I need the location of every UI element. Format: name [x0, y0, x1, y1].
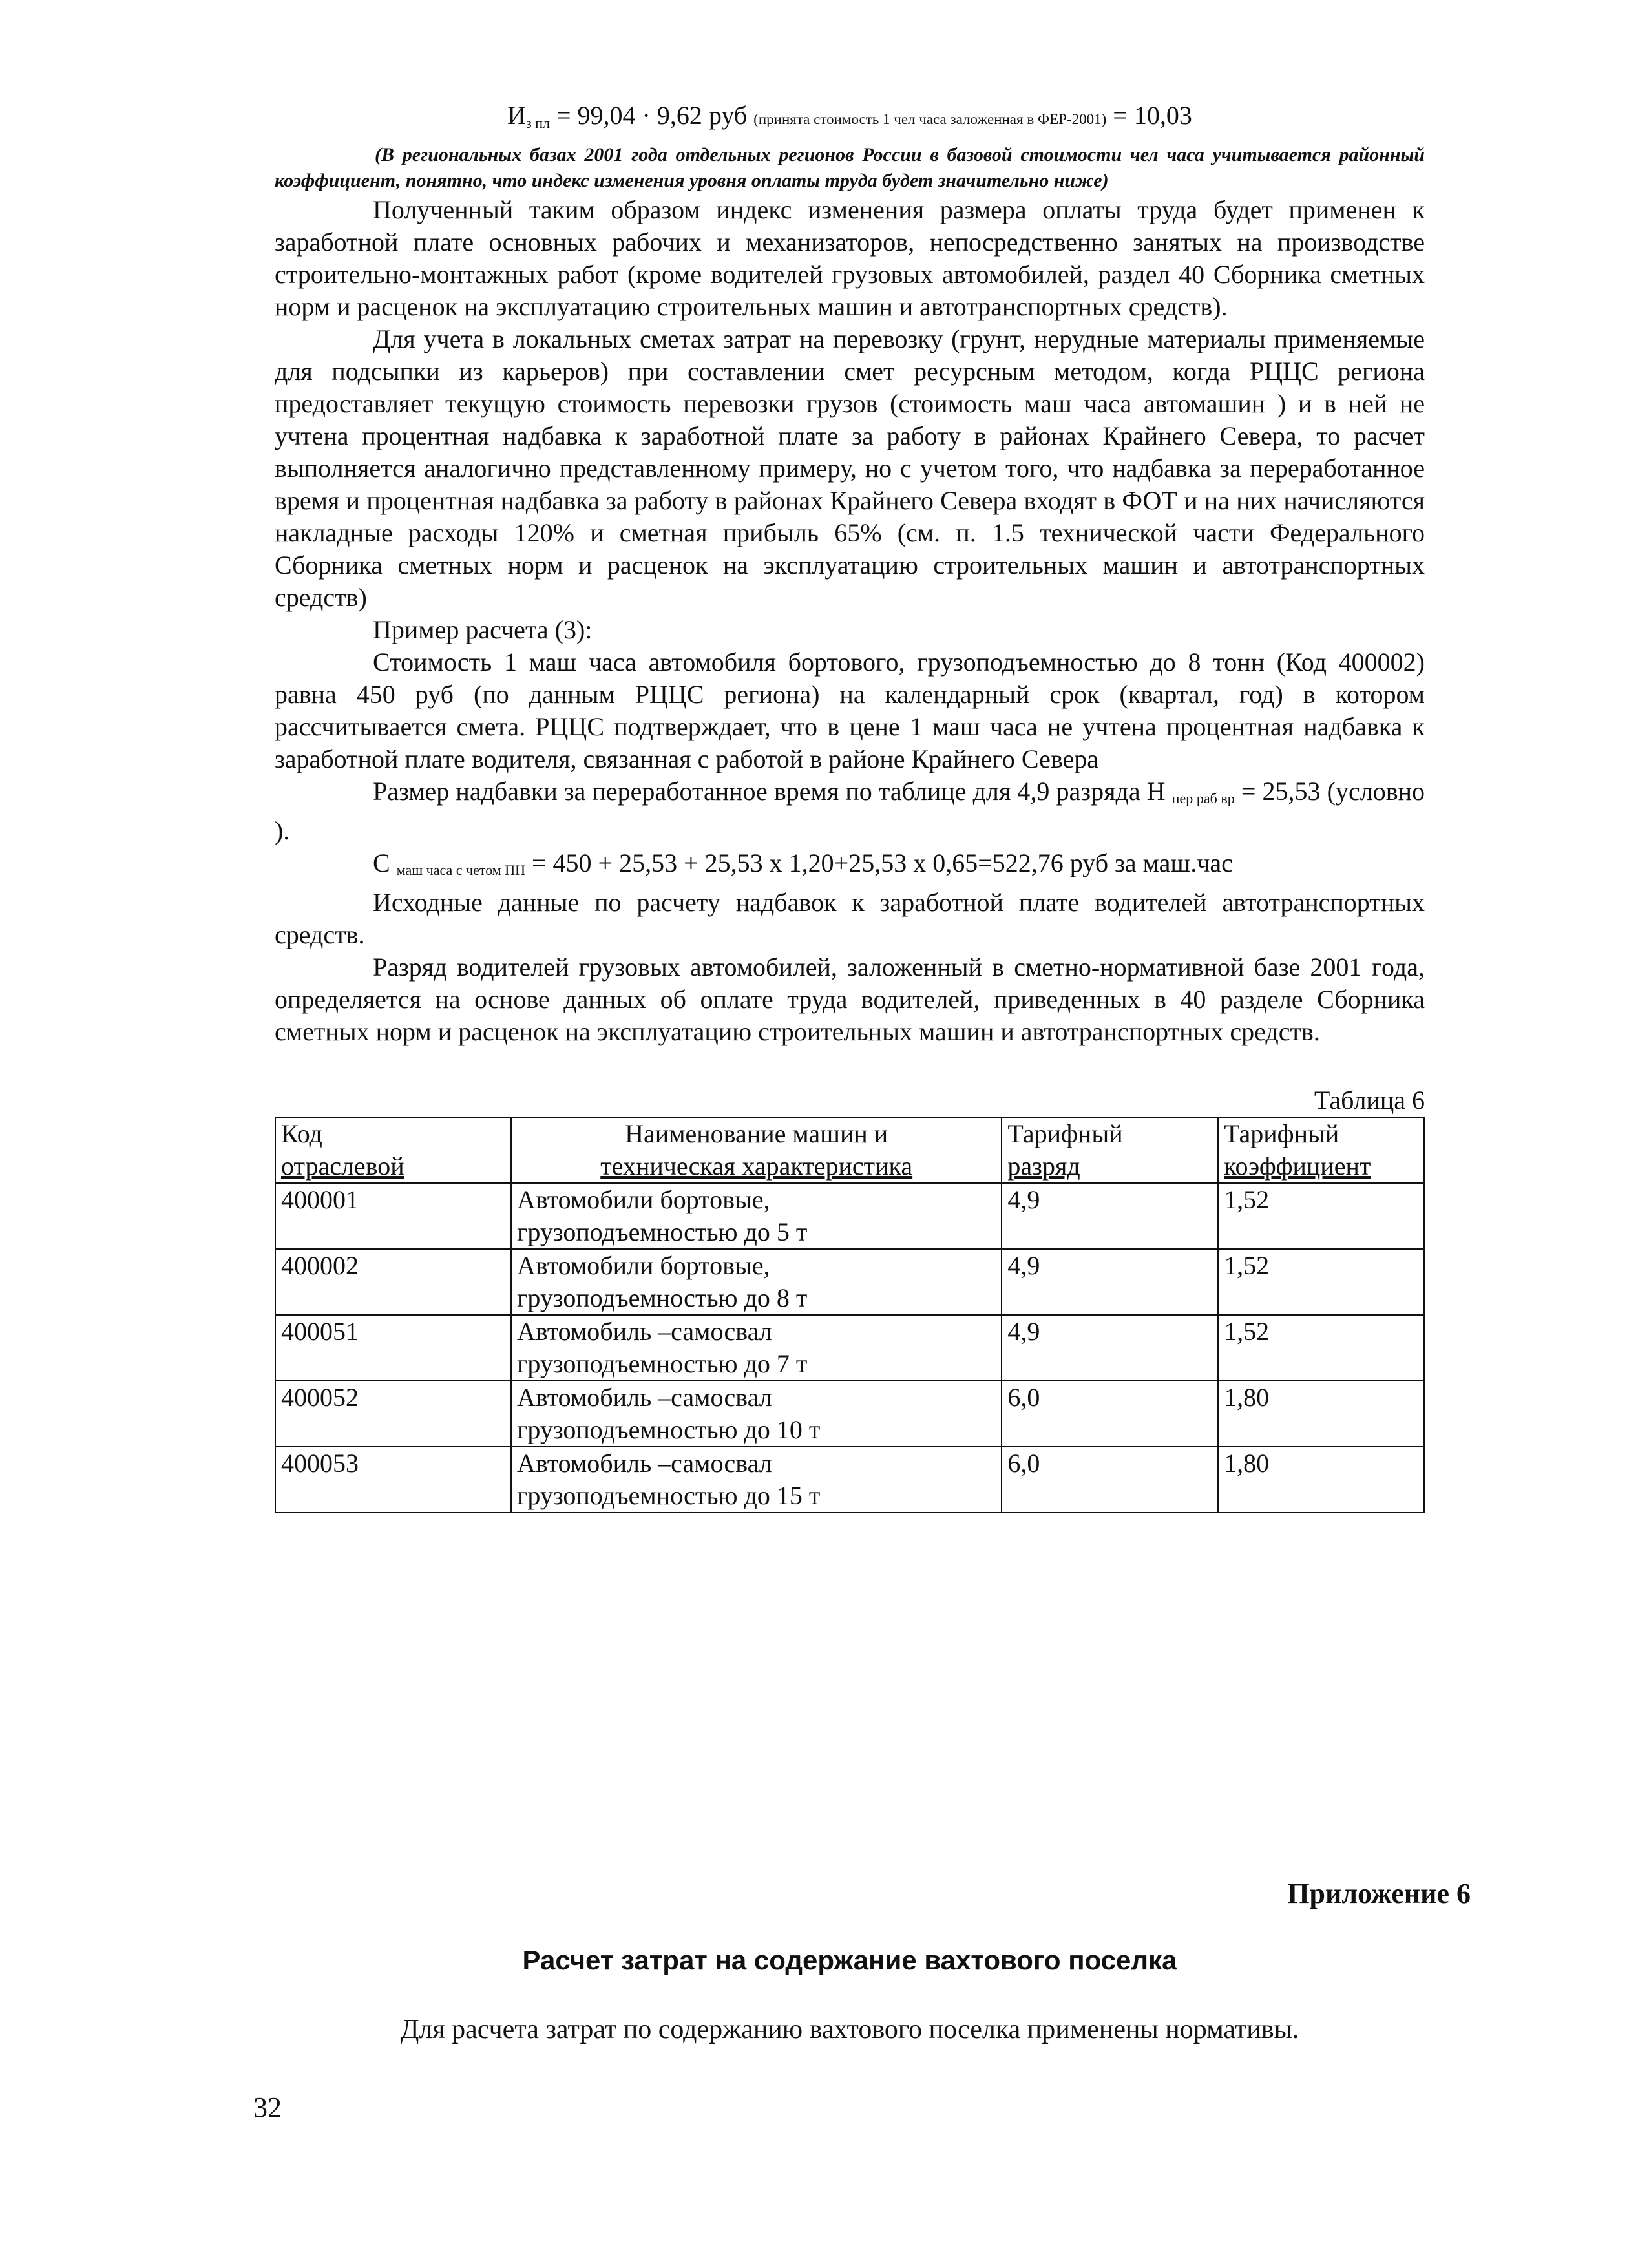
- cell-name: Автомобили бортовые, грузоподъемностью до 5 т: [511, 1183, 1002, 1249]
- page-number: 32: [253, 2092, 282, 2123]
- paragraph-4: Стоимость 1 маш часа автомобиля бортового, грузоподъемностью до 8 тонн (Код 400002) равна 450 руб (по данным РЦЦС региона) на календарный срок (квартал, год) в котором рассчитывается смета. РЦЦС подтверждает, что в цене 1 маш часа не учтена процентная надбавка к заработной плате водителя, связанная с работой в районе Крайнего Севера: [275, 647, 1425, 773]
- paragraph-7: Исходные данные по расчету надбавок к заработной плате водителей автотранспортных средств.: [275, 888, 1425, 949]
- regional-note: (В региональных базах 2001 года отдельных регионов России в базовой стоимости чел часа учитывается районный коэффициент, понятно, что индекс изменения уровня оплаты труда будет значительно ниже): [275, 144, 1425, 191]
- header-code: Код отраслевой: [275, 1117, 511, 1183]
- cell-name: Автомобиль –самосвал грузоподъемностью до 15 т: [511, 1447, 1002, 1513]
- cell-coefficient: 1,52: [1218, 1249, 1424, 1315]
- table-caption: Таблица 6: [1314, 1086, 1425, 1115]
- paragraph-5-subscript: пер раб вр: [1171, 790, 1235, 806]
- cell-code: 400001: [275, 1183, 511, 1249]
- table-row: [275, 1315, 1424, 1381]
- tariff-table: [275, 1117, 1425, 1513]
- table-row: [275, 1381, 1424, 1447]
- table-row: [275, 1183, 1424, 1249]
- table-row: [275, 1447, 1424, 1513]
- header-coefficient: Тарифный коэффициент: [1218, 1117, 1424, 1183]
- paragraph-3: Пример расчета (3):: [373, 615, 593, 644]
- header-name: Наименование машин и техническая характеристика: [511, 1117, 1002, 1183]
- cell-coefficient: 1,52: [1218, 1183, 1424, 1249]
- paragraph-8: Разряд водителей грузовых автомобилей, заложенный в сметно-нормативной базе 2001 года, определяется на основе данных об оплате труда водителей, приведенных в 40 разделе Сборника сметных норм и расценок на эксплуатацию строительных машин и автотранспортных средств.: [275, 952, 1425, 1046]
- paragraph-1: Полученный таким образом индекс изменения размера оплаты труда будет применен к заработной плате основных рабочих и механизаторов, непосредственно занятых на производстве строительно-монтажных работ (кроме водителей грузовых автомобилей, раздел 40 Сборника сметных норм и расценок на эксплуатацию строительных машин и автотранспортных средств).: [275, 195, 1425, 321]
- cell-name: Автомобиль –самосвал грузоподъемностью до 10 т: [511, 1381, 1002, 1447]
- formula-note: (принята стоимость 1 чел часа заложенная в ФЕР-2001): [753, 111, 1107, 127]
- cell-grade: 6,0: [1002, 1447, 1218, 1513]
- cell-grade: 6,0: [1002, 1381, 1218, 1447]
- cell-code: 400051: [275, 1315, 511, 1381]
- cell-name: Автомобиль –самосвал грузоподъемностью до 7 т: [511, 1315, 1002, 1381]
- cell-grade: 4,9: [1002, 1315, 1218, 1381]
- wage-index-formula: [275, 97, 1425, 142]
- cell-name: Автомобили бортовые, грузоподъемностью до 8 т: [511, 1249, 1002, 1315]
- cell-code: 400052: [275, 1381, 511, 1447]
- page-content: [275, 97, 1425, 1513]
- formula-result: = 10,03: [1113, 101, 1192, 130]
- cell-coefficient: 1,80: [1218, 1447, 1424, 1513]
- paragraph-6: С $_{маш часа с четом ПН}$ = 450 + 25,53 + 25,53 х 1,20+25,53 х 0,65=522,76 руб за маш.час: [373, 848, 1233, 878]
- cell-grade: 4,9: [1002, 1183, 1218, 1249]
- formula-lhs: И: [507, 101, 527, 130]
- paragraph-5: Размер надбавки за переработанное время по таблице для 4,9 разряда Н $_{пер раб вр}$ = 25,53 (условно ).: [275, 777, 1425, 845]
- cell-grade: 4,9: [1002, 1249, 1218, 1315]
- formula-expression: = 99,04 · 9,62 руб: [556, 101, 748, 130]
- formula-lhs-subscript: з пл: [526, 115, 550, 131]
- paragraph-2: Для учета в локальных сметах затрат на перевозку (грунт, нерудные материалы применяемые для подсыпки из карьеров) при составлении смет ресурсным методом, когда РЦЦС региона предоставляет текущую стоимость перевозки грузов (стоимость маш часа автомашин ) и в ней не учтена процентная надбавка к заработной плате за работу в районах Крайнего Севера, то расчет выполняется аналогично представленному примеру, но с учетом того, что надбавка за переработанное время и процентная надбавка за работу в районах Крайнего Севера входят в ФОТ и на них начисляются накладные расходы 120% и сметная прибыль 65% (см. п. 1.5 технической части Федерального Сборника сметных норм и расценок на эксплуатацию строительных машин и автотранспортных средств): [275, 324, 1425, 612]
- table-row: [275, 1249, 1424, 1315]
- cell-code: 400053: [275, 1447, 511, 1513]
- cell-coefficient: 1,52: [1218, 1315, 1424, 1381]
- appendix-heading: Приложение 6: [1287, 1878, 1471, 1909]
- paragraph-6-subscript: маш часа с четом ПН: [396, 862, 525, 878]
- section-intro: Для расчета затрат по содержанию вахтового поселка применены нормативы.: [400, 2015, 1299, 2044]
- cell-coefficient: 1,80: [1218, 1381, 1424, 1447]
- cell-code: 400002: [275, 1249, 511, 1315]
- table-header-row: [275, 1117, 1424, 1183]
- header-grade: Тарифный разряд: [1002, 1117, 1218, 1183]
- section-title: Расчет затрат на содержание вахтового поселка: [522, 1945, 1177, 1975]
